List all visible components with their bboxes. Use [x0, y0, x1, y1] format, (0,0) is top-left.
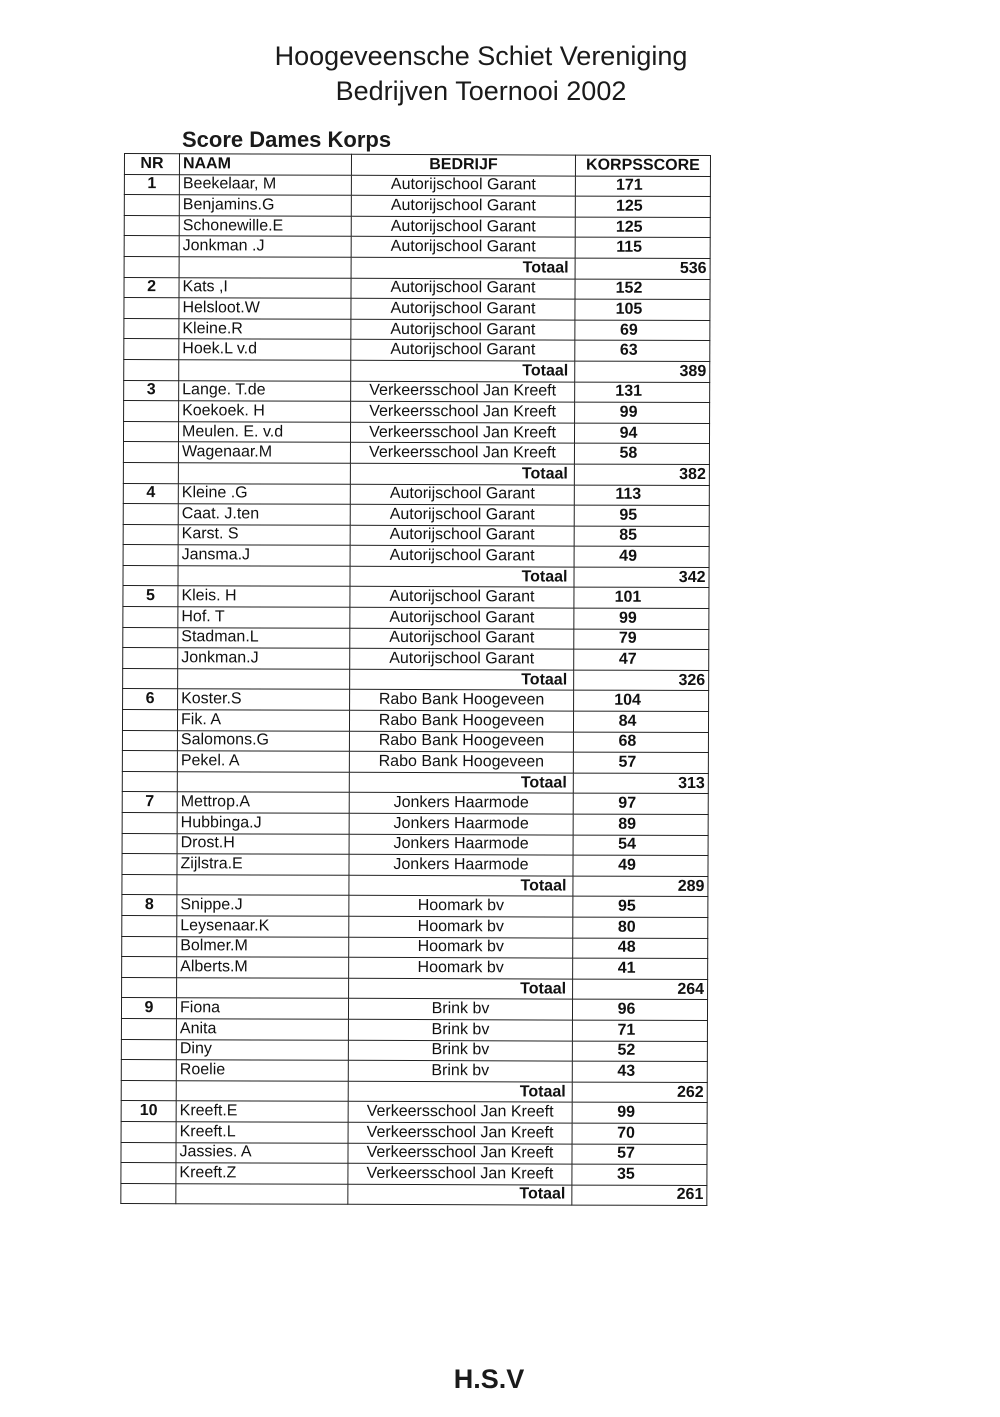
company-cell: Autorijschool Garant: [350, 504, 574, 525]
empty-cell: [121, 1183, 176, 1204]
team-number-cell: [121, 1121, 176, 1142]
company-cell: Jonkers Haarmode: [349, 834, 573, 855]
table-row: [121, 1142, 707, 1165]
team-number-cell: [124, 195, 179, 216]
member-name-cell: Jonkman .J: [179, 236, 351, 257]
footer-initials: H.S.V: [453, 1364, 525, 1394]
team-number-cell: [122, 957, 177, 978]
score-cell: 47: [574, 649, 709, 670]
empty-cell: [177, 977, 349, 998]
score-cell: 71: [572, 1020, 707, 1041]
team-number-cell: 2: [124, 277, 179, 298]
score-cell: 48: [573, 938, 708, 959]
totaal-row: [122, 874, 708, 897]
score-cell: 95: [574, 505, 709, 526]
team-number-cell: [124, 318, 179, 339]
member-name-cell: Pekel. A: [177, 751, 349, 772]
totaal-label: Totaal: [348, 1184, 572, 1205]
member-name-cell: Karst. S: [178, 524, 350, 545]
score-cell: 171: [575, 176, 710, 197]
empty-cell: [122, 874, 177, 895]
member-name-cell: Diny: [176, 1039, 348, 1060]
score-cell: 152: [575, 279, 710, 300]
score-cell: 94: [574, 423, 709, 444]
team-number-cell: [123, 421, 178, 442]
member-name-cell: Anita: [176, 1019, 348, 1040]
score-cell: 35: [572, 1164, 707, 1185]
empty-cell: [124, 359, 179, 380]
table-row: [124, 215, 710, 238]
table-row: [123, 648, 709, 671]
table-row: [123, 421, 709, 444]
company-cell: Verkeersschool Jan Kreeft: [348, 1122, 572, 1143]
totaal-row: [124, 256, 710, 279]
score-cell: 43: [572, 1061, 707, 1082]
totaal-row: [124, 359, 710, 382]
totaal-row: [123, 668, 709, 691]
member-name-cell: Kleine.R: [179, 318, 351, 339]
table-row: [124, 236, 710, 259]
member-name-cell: Hubbinga.J: [177, 813, 349, 834]
table-row: [123, 524, 709, 547]
member-name-cell: Kats ,I: [179, 277, 351, 298]
score-cell: 99: [572, 1102, 707, 1123]
member-name-cell: Helsloot.W: [179, 298, 351, 319]
empty-cell: [178, 463, 350, 484]
member-name-cell: Drost.H: [177, 833, 349, 854]
team-number-cell: [124, 298, 179, 319]
score-cell: 49: [573, 855, 708, 876]
member-name-cell: Wagenaar.M: [178, 442, 350, 463]
score-cell: 52: [572, 1041, 707, 1062]
score-cell: 49: [574, 546, 709, 567]
company-cell: Rabo Bank Hoogeveen: [350, 690, 574, 711]
totaal-row: [121, 1183, 707, 1206]
member-name-cell: Fiona: [176, 998, 348, 1019]
team-number-cell: [123, 648, 178, 669]
table-row: [122, 792, 708, 815]
team-number-cell: 3: [124, 380, 179, 401]
company-cell: Brink bv: [348, 1040, 572, 1061]
score-cell: 113: [574, 485, 709, 506]
member-name-cell: Bolmer.M: [177, 936, 349, 957]
score-cell: 57: [572, 1144, 707, 1165]
empty-cell: [123, 565, 178, 586]
score-cell: 58: [574, 443, 709, 464]
totaal-value: 264: [573, 979, 708, 1000]
totaal-row: [123, 565, 709, 588]
company-cell: Verkeersschool Jan Kreeft: [348, 1163, 572, 1184]
table-row: [124, 401, 710, 424]
company-cell: Autorijschool Garant: [350, 525, 574, 546]
table-row: [122, 730, 708, 753]
table-row: [122, 854, 708, 877]
totaal-value: 326: [574, 670, 709, 691]
team-number-cell: 7: [122, 792, 177, 813]
member-name-cell: Kleis. H: [178, 586, 350, 607]
totaal-label: Totaal: [348, 1081, 572, 1102]
member-name-cell: Caat. J.ten: [178, 504, 350, 525]
table-row: [121, 1039, 707, 1062]
team-number-cell: [124, 339, 179, 360]
score-cell: 125: [575, 217, 710, 238]
totaal-row: [122, 771, 708, 794]
score-cell: 41: [573, 958, 708, 979]
company-cell: Autorijschool Garant: [350, 484, 574, 505]
company-cell: Autorijschool Garant: [351, 340, 575, 361]
company-cell: Verkeersschool Jan Kreeft: [351, 401, 575, 422]
team-number-cell: [122, 710, 177, 731]
team-number-cell: [123, 545, 178, 566]
table-row: [121, 1121, 707, 1144]
totaal-label: Totaal: [351, 360, 575, 381]
empty-cell: [121, 1080, 176, 1101]
company-cell: Verkeersschool Jan Kreeft: [350, 422, 574, 443]
empty-cell: [178, 566, 350, 587]
score-cell: 101: [574, 588, 709, 609]
totaal-value: 389: [575, 361, 710, 382]
score-cell: 69: [575, 320, 710, 341]
member-name-cell: Kreeft.E: [176, 1101, 348, 1122]
table-row: [124, 195, 710, 218]
totaal-row: [123, 462, 709, 485]
company-cell: Verkeersschool Jan Kreeft: [351, 381, 575, 402]
score-cell: 89: [573, 814, 708, 835]
empty-cell: [122, 771, 177, 792]
member-name-cell: Meulen. E. v.d: [178, 421, 350, 442]
score-cell: 84: [573, 711, 708, 732]
member-name-cell: Jonkman.J: [178, 648, 350, 669]
table-row: [124, 174, 710, 197]
company-cell: Brink bv: [348, 1019, 572, 1040]
score-cell: 63: [575, 340, 710, 361]
member-name-cell: Roelie: [176, 1060, 348, 1081]
table-row: [122, 957, 708, 980]
member-name-cell: Leysenaar.K: [177, 916, 349, 937]
company-cell: Rabo Bank Hoogeveen: [349, 752, 573, 773]
team-number-cell: [123, 627, 178, 648]
member-name-cell: Stadman.L: [178, 627, 350, 648]
totaal-value: 342: [574, 567, 709, 588]
table-row: [122, 751, 708, 774]
table-body: [121, 174, 711, 1206]
empty-cell: [176, 1080, 348, 1101]
table-header-row: [124, 154, 710, 177]
company-cell: Rabo Bank Hoogeveen: [349, 710, 573, 731]
company-cell: Verkeersschool Jan Kreeft: [350, 443, 574, 464]
company-cell: Hoomark bv: [349, 957, 573, 978]
team-number-cell: [121, 1060, 176, 1081]
totaal-label: Totaal: [349, 772, 573, 793]
table-row: [121, 1018, 707, 1041]
table-row: [122, 936, 708, 959]
company-cell: Autorijschool Garant: [350, 649, 574, 670]
score-cell: 104: [574, 691, 709, 712]
team-number-cell: [124, 401, 179, 422]
score-cell: 115: [575, 237, 710, 258]
score-table: [120, 153, 711, 1206]
company-cell: Verkeersschool Jan Kreeft: [348, 1102, 572, 1123]
company-cell: Rabo Bank Hoogeveen: [349, 731, 573, 752]
team-number-cell: 4: [123, 483, 178, 504]
table-row: [123, 627, 709, 650]
company-cell: Autorijschool Garant: [351, 278, 575, 299]
table-row: [123, 442, 709, 465]
table-row: [123, 483, 709, 506]
column-header-naam: NAAM: [179, 154, 351, 175]
table-row: [122, 710, 708, 733]
team-number-cell: [123, 442, 178, 463]
company-cell: Hoomark bv: [349, 896, 573, 917]
member-name-cell: Kreeft.L: [176, 1122, 348, 1143]
team-number-cell: [122, 751, 177, 772]
company-cell: Autorijschool Garant: [351, 319, 575, 340]
empty-cell: [176, 1183, 348, 1204]
table-row: [124, 298, 710, 321]
company-cell: Autorijschool Garant: [351, 298, 575, 319]
totaal-label: Totaal: [351, 257, 575, 278]
table-row: [121, 998, 707, 1021]
team-number-cell: 6: [123, 689, 178, 710]
company-cell: Brink bv: [348, 1060, 572, 1081]
score-cell: 80: [573, 917, 708, 938]
totaal-value: 382: [574, 464, 709, 485]
table-row: [122, 833, 708, 856]
empty-cell: [124, 256, 179, 277]
totaal-value: 536: [575, 258, 710, 279]
score-cell: 85: [574, 526, 709, 547]
member-name-cell: Koekoek. H: [179, 401, 351, 422]
team-number-cell: [123, 524, 178, 545]
member-name-cell: Schonewille.E: [179, 215, 351, 236]
member-name-cell: Beekelaar, M: [179, 174, 351, 195]
score-cell: 57: [573, 752, 708, 773]
empty-cell: [178, 669, 350, 690]
member-name-cell: Alberts.M: [177, 957, 349, 978]
totaal-value: 261: [572, 1185, 707, 1206]
company-cell: Jonkers Haarmode: [349, 813, 573, 834]
company-cell: Hoomark bv: [349, 937, 573, 958]
company-cell: Autorijschool Garant: [350, 628, 574, 649]
team-number-cell: [124, 215, 179, 236]
score-cell: 95: [573, 896, 708, 917]
totaal-label: Totaal: [350, 463, 574, 484]
team-number-cell: [122, 833, 177, 854]
table-row: [121, 1101, 707, 1124]
company-cell: Autorijschool Garant: [350, 607, 574, 628]
totaal-row: [121, 1080, 707, 1103]
empty-cell: [179, 257, 351, 278]
member-name-cell: Jassies. A: [176, 1142, 348, 1163]
team-number-cell: 1: [124, 174, 179, 195]
totaal-label: Totaal: [349, 978, 573, 999]
score-cell: 131: [575, 382, 710, 403]
member-name-cell: Hoek.L v.d: [179, 339, 351, 360]
table-row: [124, 318, 710, 341]
member-name-cell: Salomons.G: [177, 730, 349, 751]
team-number-cell: [121, 1039, 176, 1060]
table-row: [123, 689, 709, 712]
score-cell: 99: [574, 608, 709, 629]
team-number-cell: [121, 1163, 176, 1184]
table-row: [123, 586, 709, 609]
member-name-cell: Fik. A: [177, 710, 349, 731]
team-number-cell: [124, 236, 179, 257]
totaal-label: Totaal: [350, 669, 574, 690]
table-row: [121, 1163, 707, 1186]
score-cell: 54: [573, 835, 708, 856]
table-row: [123, 607, 709, 630]
member-name-cell: Jansma.J: [178, 545, 350, 566]
score-cell: 99: [575, 402, 710, 423]
column-header-korpsscore: KORPSSCORE: [575, 155, 710, 176]
team-number-cell: 8: [122, 895, 177, 916]
member-name-cell: Kleine .G: [178, 483, 350, 504]
team-number-cell: [122, 854, 177, 875]
empty-cell: [177, 874, 349, 895]
team-number-cell: [122, 812, 177, 833]
team-number-cell: 9: [121, 998, 176, 1019]
score-cell: 70: [572, 1123, 707, 1144]
team-number-cell: [122, 936, 177, 957]
team-number-cell: [122, 915, 177, 936]
team-number-cell: 5: [123, 586, 178, 607]
column-header-bedrijf: BEDRIJF: [351, 154, 575, 175]
company-cell: Autorijschool Garant: [350, 587, 574, 608]
member-name-cell: Kreeft.Z: [176, 1163, 348, 1184]
member-name-cell: Benjamins.G: [179, 195, 351, 216]
member-name-cell: Zijlstra.E: [177, 854, 349, 875]
team-number-cell: [121, 1018, 176, 1039]
table-row: [121, 1060, 707, 1083]
score-cell: 125: [575, 196, 710, 217]
company-cell: Jonkers Haarmode: [349, 793, 573, 814]
table-row: [124, 339, 710, 362]
company-cell: Jonkers Haarmode: [349, 854, 573, 875]
table-row: [124, 277, 710, 300]
member-name-cell: Hof. T: [178, 607, 350, 628]
score-cell: 97: [573, 793, 708, 814]
member-name-cell: Snippe.J: [177, 895, 349, 916]
totaal-value: 262: [572, 1082, 707, 1103]
company-cell: Verkeersschool Jan Kreeft: [348, 1143, 572, 1164]
totaal-row: [122, 977, 708, 1000]
team-number-cell: [123, 504, 178, 525]
table-row: [122, 812, 708, 835]
team-number-cell: [122, 730, 177, 751]
empty-cell: [123, 668, 178, 689]
table-row: [122, 895, 708, 918]
table-row: [123, 545, 709, 568]
company-cell: Autorijschool Garant: [351, 175, 575, 196]
company-cell: Autorijschool Garant: [351, 216, 575, 237]
empty-cell: [123, 462, 178, 483]
company-cell: Autorijschool Garant: [350, 546, 574, 567]
empty-cell: [179, 360, 351, 381]
team-number-cell: [123, 607, 178, 628]
member-name-cell: Lange. T.de: [179, 380, 351, 401]
totaal-label: Totaal: [350, 566, 574, 587]
table-row: [124, 380, 710, 403]
totaal-value: 313: [573, 773, 708, 794]
totaal-value: 289: [573, 876, 708, 897]
score-cell: 105: [575, 299, 710, 320]
empty-cell: [177, 772, 349, 793]
member-name-cell: Koster.S: [178, 689, 350, 710]
table-row: [122, 915, 708, 938]
empty-cell: [122, 977, 177, 998]
company-cell: Hoomark bv: [349, 916, 573, 937]
score-cell: 79: [574, 629, 709, 650]
company-cell: Brink bv: [348, 999, 572, 1020]
team-number-cell: [121, 1142, 176, 1163]
column-header-nr: NR: [124, 154, 179, 175]
score-cell: 96: [572, 999, 707, 1020]
section-heading: Score Dames Korps: [182, 127, 392, 152]
document-subtitle: Bedrijven Toernooi 2002: [335, 76, 627, 106]
table-row: [123, 504, 709, 527]
score-cell: 68: [573, 732, 708, 753]
company-cell: Autorijschool Garant: [351, 195, 575, 216]
totaal-label: Totaal: [349, 875, 573, 896]
company-cell: Autorijschool Garant: [351, 237, 575, 258]
team-number-cell: 10: [121, 1101, 176, 1122]
member-name-cell: Mettrop.A: [177, 792, 349, 813]
document-title: Hoogeveensche Schiet Vereniging: [274, 41, 688, 71]
